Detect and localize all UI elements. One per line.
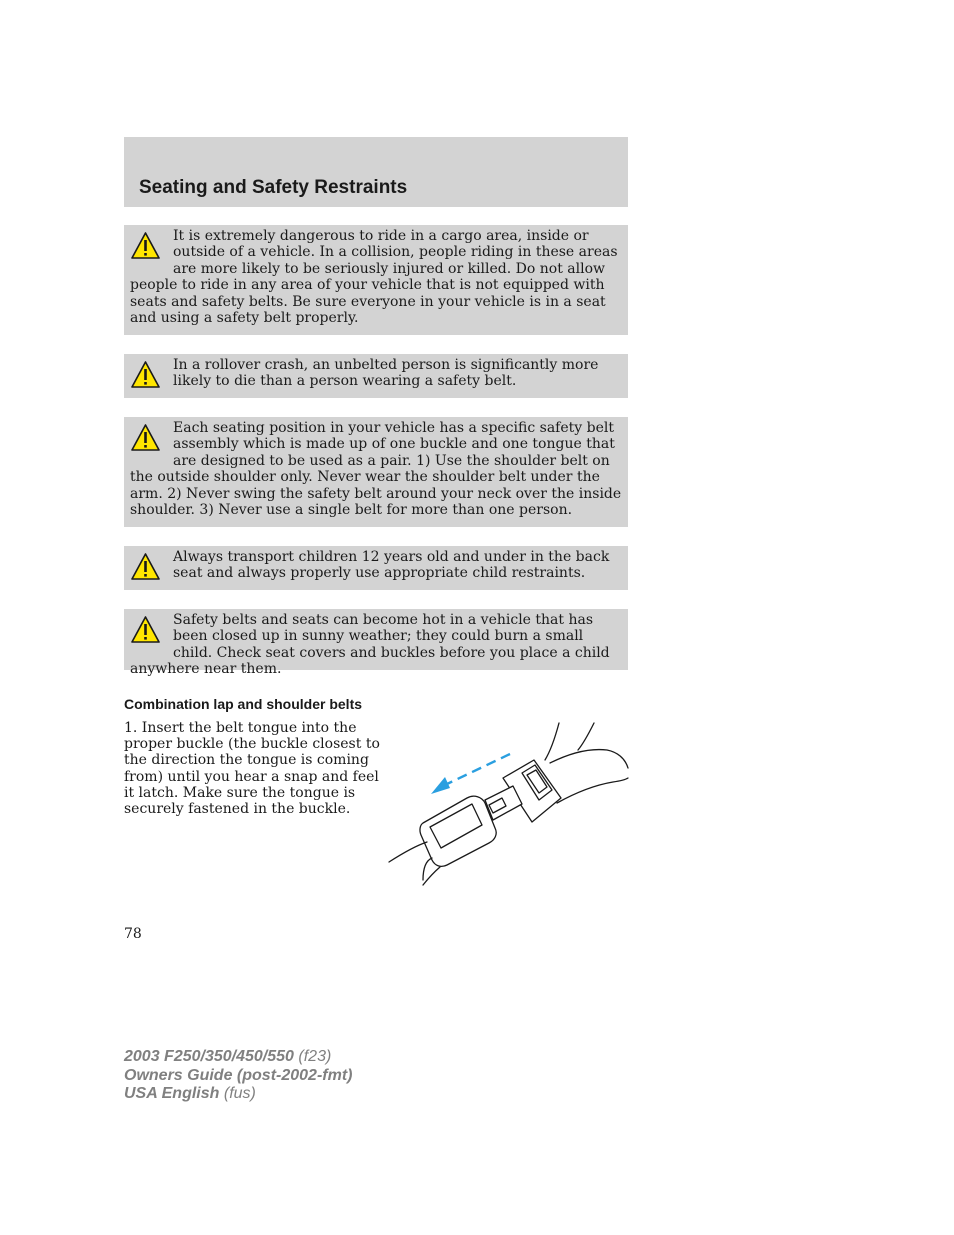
buckle-strap-edge	[578, 723, 594, 750]
step-1-text: 1. Insert the belt tongue into the proper buckle (the buckle closest to the direction the tongue is coming from) until you hear a snap and feel it latch. Make sure the tongue is securely fastened in the buckle.	[124, 720, 380, 818]
warning-triangle-icon	[130, 615, 161, 645]
latch-plate	[420, 796, 496, 866]
warning-text: In a rollover crash, an unbelted person is significantly more likely to die than a person wearing a safety belt.	[173, 357, 599, 390]
page-number: 78	[124, 926, 142, 942]
insert-arrow-shaft	[447, 754, 510, 784]
warning-triangle-icon	[130, 552, 161, 582]
section-title: Seating and Safety Restraints	[139, 177, 408, 198]
warning-text: It is extremely dangerous to ride in a cargo area, inside or outside of a vehicle. In a collision, people riding in these areas are more likely to be seriously injured or killed. Do not allow people to ride in any area of your vehicle that is not equipped with seats and safety belts. Be sure everyone in your vehicle is in a seat and using a safety belt properly.	[130, 228, 618, 327]
footer-model-code: (f23)	[298, 1048, 332, 1065]
warning-box-seating-position	[124, 417, 628, 527]
footer-guide: Owners Guide (post-2002-fmt)	[124, 1066, 353, 1084]
warning-triangle-icon	[130, 360, 161, 390]
warning-triangle-icon	[130, 231, 161, 261]
insert-arrow-head	[431, 777, 450, 794]
warning-text: Always transport children 12 years old and under in the back seat and always properly use appropriate child restraints.	[173, 549, 610, 582]
footer-model: 2003 F250/350/450/550	[124, 1048, 294, 1065]
warning-triangle-icon	[130, 423, 161, 453]
buckle-strap	[545, 723, 559, 760]
document-footer	[124, 1048, 352, 1104]
subheading: Combination lap and shoulder belts	[124, 696, 363, 712]
footer-language-code: (fus)	[223, 1085, 256, 1102]
buckle-webbing-top	[550, 750, 628, 768]
buckle-webbing-bottom	[557, 778, 628, 803]
warning-box-rollover	[124, 354, 628, 398]
lap-belt	[389, 842, 427, 862]
warning-box-cargo	[124, 225, 628, 335]
belt-buckle-illustration	[385, 720, 630, 888]
warning-text: Safety belts and seats can become hot in a vehicle that has been closed up in sunny weather; they could burn a small child. Check seat covers and buckles before you place a child anywhere near them.	[130, 612, 610, 678]
footer-language: USA English	[124, 1085, 220, 1102]
warning-box-hot-belts	[124, 609, 628, 678]
warning-text: Each seating position in your vehicle has a specific safety belt assembly which is made up of one buckle and one tongue that are designed to be used as a pair. 1) Use the shoulder belt on the outside shoulder only. Never wear the shoulder belt under the arm. 2) Never swing the safety belt around your neck over the inside shoulder. 3) Never use a single belt for more than one person.	[130, 420, 622, 519]
warning-box-children	[124, 546, 628, 590]
